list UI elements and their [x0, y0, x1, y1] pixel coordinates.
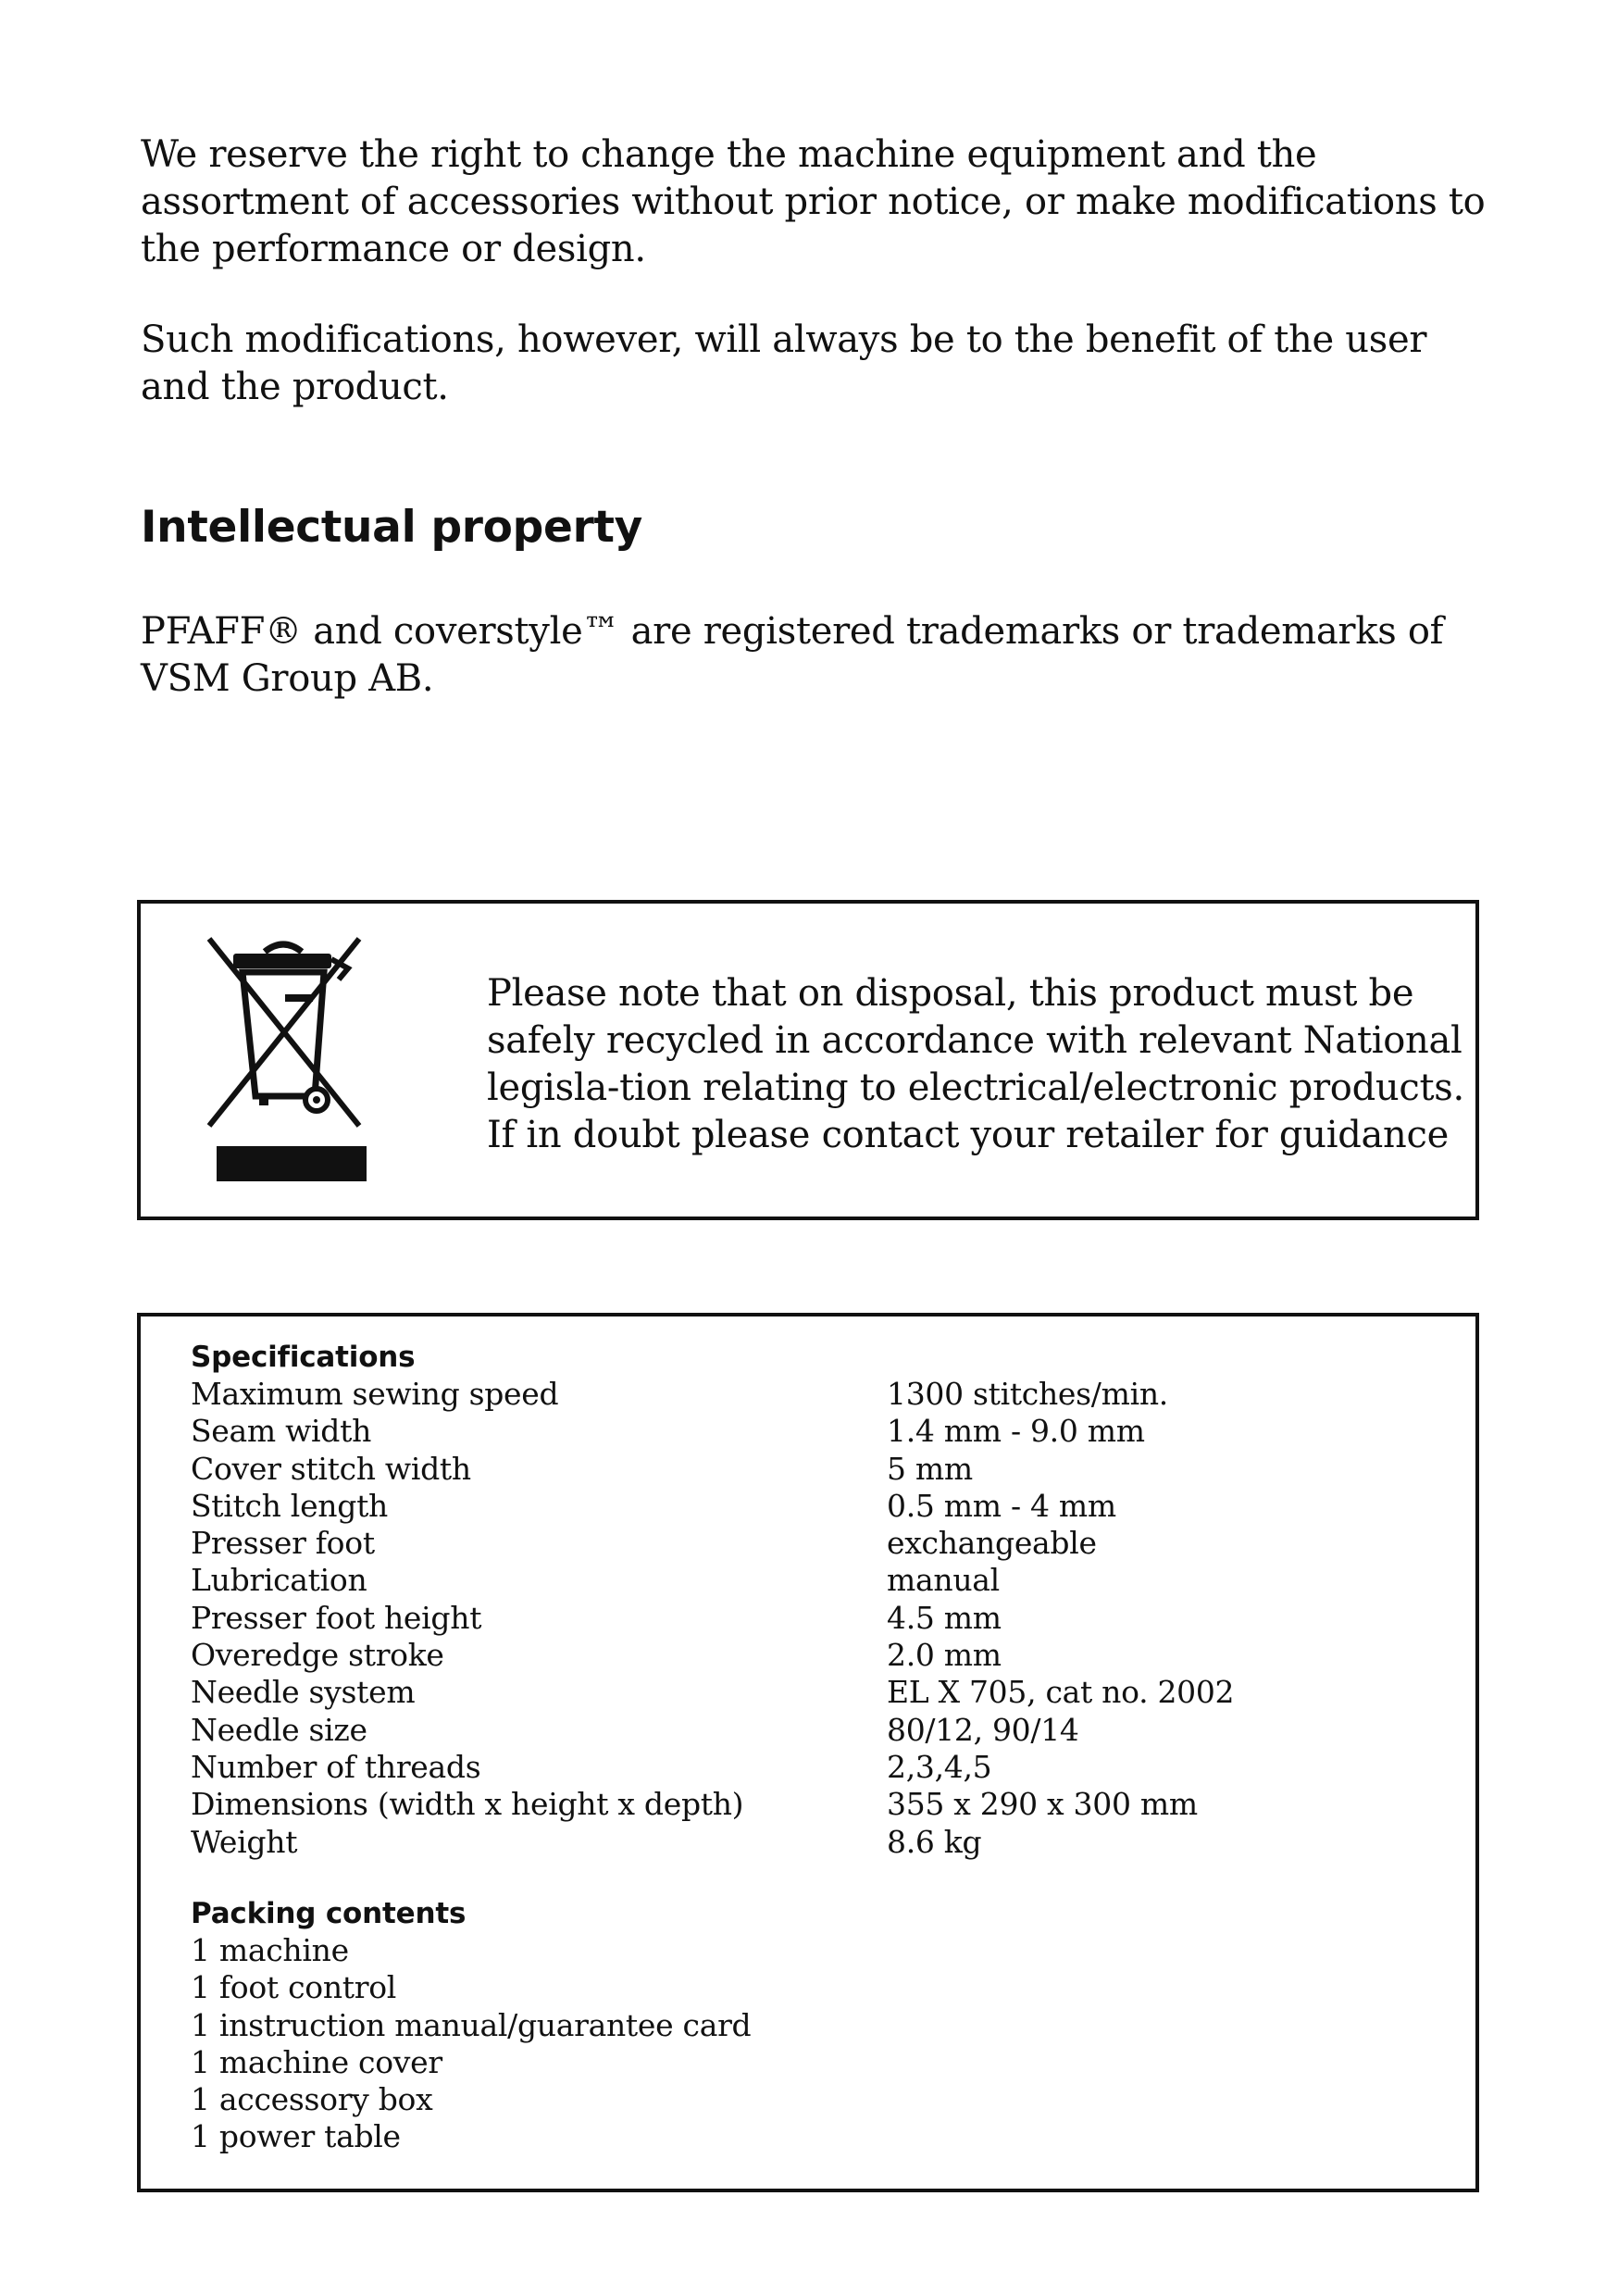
spec-label: Maximum sewing speed [191, 1376, 559, 1412]
spec-value: 8.6 kg [887, 1823, 982, 1860]
spec-value: 5 mm [887, 1450, 973, 1487]
spec-row [191, 1786, 1431, 1823]
spec-label: Cover stitch width [191, 1450, 471, 1487]
spec-label: Stitch length [191, 1487, 388, 1524]
spec-value: manual [887, 1562, 1000, 1599]
spec-value: exchangeable [887, 1525, 1097, 1562]
packing-item: 1 machine cover [191, 2043, 442, 2080]
spec-label: Lubrication [191, 1562, 367, 1599]
packing-item: 1 foot control [191, 1969, 397, 2006]
spec-row [191, 1488, 1431, 1525]
trademark-notice: PFAFF® and coverstyle™ are registered trademarks or trademarks of VSM Group AB. [141, 610, 1444, 700]
disposal-text: Please note that on disposal, this product must be safely recycled in accordance with relevant National legisla-tion relating to electrical/electronic products. If in doubt please contact your retailer for guidance [487, 972, 1464, 1156]
spec-value: 4.5 mm [887, 1599, 1002, 1636]
spec-label: Overedge stroke [191, 1637, 444, 1674]
spec-row [191, 1525, 1431, 1562]
spec-row [191, 1413, 1431, 1450]
spec-row [191, 1562, 1431, 1599]
specifications-heading: Specifications [191, 1341, 416, 1374]
spec-row [191, 1712, 1431, 1749]
intro-paragraph-2: Such modifications, however, will always be to the benefit of the user and the product. [141, 318, 1427, 408]
spec-row [191, 1451, 1431, 1488]
spec-label: Needle size [191, 1711, 367, 1748]
spec-value: 0.5 mm - 4 mm [887, 1487, 1116, 1524]
spec-label: Seam width [191, 1413, 372, 1450]
spec-label: Needle system [191, 1674, 416, 1711]
spec-row [191, 1674, 1431, 1711]
crossed-out-wheelie-bin-icon [200, 931, 367, 1181]
spec-value: 2.0 mm [887, 1637, 1002, 1674]
spec-label: Number of threads [191, 1748, 481, 1785]
packing-contents-heading: Packing contents [191, 1897, 467, 1930]
spec-label: Presser foot [191, 1525, 375, 1562]
packing-item: 1 accessory box [191, 2081, 433, 2118]
spec-row [191, 1824, 1431, 1861]
intro-section [141, 131, 1492, 411]
intellectual-property-heading: Intellectual property [141, 502, 642, 553]
specifications-box [137, 1313, 1479, 2192]
disposal-notice-box [137, 900, 1479, 1220]
spec-label: Dimensions (width x height x depth) [191, 1786, 744, 1823]
spec-label: Weight [191, 1823, 298, 1860]
spec-row [191, 1376, 1431, 1413]
spec-row [191, 1600, 1431, 1637]
spec-row [191, 1749, 1431, 1786]
spec-value: 355 x 290 x 300 mm [887, 1786, 1198, 1823]
spec-value: 80/12, 90/14 [887, 1711, 1079, 1748]
packing-contents-list [191, 1932, 1116, 2156]
spec-value: EL X 705, cat no. 2002 [887, 1674, 1235, 1711]
spec-label: Presser foot height [191, 1599, 482, 1636]
packing-item: 1 instruction manual/guarantee card [191, 2006, 752, 2043]
packing-item: 1 machine [191, 1932, 349, 1968]
intro-paragraph-1: We reserve the right to change the machine equipment and the assortment of accessories without prior notice, or make modifications to the performance or design. [141, 133, 1486, 270]
packing-item: 1 power table [191, 2118, 401, 2155]
spec-value: 1.4 mm - 9.0 mm [887, 1413, 1145, 1450]
specifications-list [191, 1376, 1431, 1861]
spec-row [191, 1637, 1431, 1674]
spec-value: 2,3,4,5 [887, 1748, 992, 1785]
spec-value: 1300 stitches/min. [887, 1376, 1168, 1412]
